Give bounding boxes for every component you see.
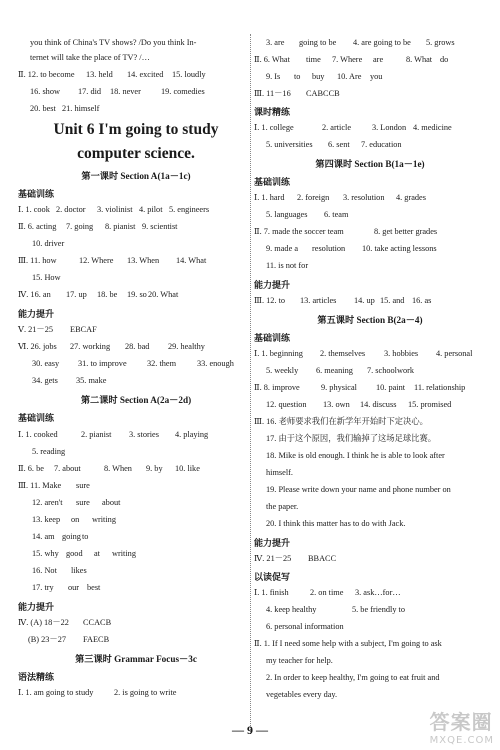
answer-item: 2. article — [322, 123, 352, 132]
answer-item: 2. on time — [310, 588, 344, 597]
answer-item: 11. relationship — [414, 383, 466, 392]
answer-item: Ⅱ. 6. What — [254, 55, 290, 64]
answer-line: vegetables every day. — [266, 690, 338, 699]
answer-item: 10. like — [175, 464, 200, 473]
answer-item: 2. foreign — [297, 193, 330, 202]
answer-item: 34. gets — [32, 376, 58, 385]
answer-item: 20. What — [148, 290, 179, 299]
answer-item: 30. easy — [32, 359, 60, 368]
answer-line: Ⅱ. 1. If I need some help with a subject, I'm going to ask — [254, 639, 442, 648]
section-label: 能力提升 — [18, 603, 55, 613]
answer-item: Ⅲ. 11－16 — [254, 89, 291, 98]
answer-item: 13. keep — [32, 515, 61, 524]
answer-item: Ⅴ. 21－25 — [18, 325, 54, 334]
answer-item: 2. themselves — [320, 349, 366, 358]
answer-line: you think of China's TV shows? /Do you think In- — [30, 38, 197, 47]
answer-item: 4. grades — [396, 193, 426, 202]
answer-item: 15. and — [380, 296, 405, 305]
answer-item: on — [71, 515, 80, 524]
answer-item: time — [306, 55, 321, 64]
answer-item: 14. What — [176, 256, 207, 265]
answer-item: to — [294, 72, 301, 81]
answer-item: 7. schoolwork — [367, 366, 415, 375]
answer-item: 14. up — [354, 296, 375, 305]
unit-title: Unit 6 I'm going to study — [53, 121, 219, 138]
lesson-heading: 第四课时 Section B(1a－1e) — [315, 159, 425, 169]
answer-item: 5. universities — [266, 140, 313, 149]
answer-item: our — [68, 583, 80, 592]
answer-item: 33. enough — [197, 359, 234, 368]
answer-item: 4. playing — [175, 430, 209, 439]
answer-line: 2. In order to keep healthy, I'm going to eat fruit and — [266, 673, 440, 682]
unit-title: computer science. — [77, 145, 195, 162]
answer-item: 14. excited — [127, 70, 164, 79]
section-label: 以读促写 — [254, 573, 291, 583]
answer-item: 31. to improve — [78, 359, 127, 368]
answer-item: Ⅰ. 1. hard — [254, 193, 285, 202]
answer-item: 5. languages — [266, 210, 308, 219]
answer-item: 9. made a — [266, 244, 299, 253]
watermark-url: MXQE.COM — [429, 735, 494, 746]
answer-item: 9. physical — [321, 383, 357, 392]
section-label: 基础训练 — [254, 178, 291, 188]
answer-item: 14. am — [32, 532, 55, 541]
answer-item: sure — [76, 481, 90, 490]
answer-item: 10. paint — [376, 383, 406, 392]
answer-item: 13. own — [323, 400, 350, 409]
answer-item: 35. make — [76, 376, 107, 385]
answer-item: 8. get better grades — [374, 227, 438, 236]
answer-item: 11. is not for — [266, 261, 309, 270]
answer-item: 3. are — [266, 38, 285, 47]
answer-item: 10. take acting lessons — [362, 244, 437, 253]
answer-item: BBACC — [308, 554, 337, 563]
answer-item: 5. grows — [426, 38, 455, 47]
answer-item: 13. held — [86, 70, 113, 79]
lesson-heading: 第二课时 Section A(2a－2d) — [80, 395, 192, 405]
answer-item: 2. doctor — [56, 205, 86, 214]
answer-item: 2. is going to write — [114, 688, 177, 697]
section-label: 课时精练 — [254, 108, 291, 118]
answer-item: going to be — [299, 38, 337, 47]
answer-item: likes — [71, 566, 87, 575]
column-divider — [250, 34, 251, 734]
answer-item: 8. What — [406, 55, 433, 64]
answer-item: 4. keep healthy — [266, 605, 317, 614]
answer-item: 3. violinist — [97, 205, 133, 214]
answer-item: Ⅱ. 8. improve — [254, 383, 300, 392]
answer-item: 5. reading — [32, 447, 66, 456]
answer-item: FAECB — [83, 635, 110, 644]
answer-item: 15. loudly — [172, 70, 206, 79]
answer-item: writing — [92, 515, 116, 524]
answer-item: Ⅳ. 16. an — [18, 290, 51, 299]
answer-item: Ⅵ. 26. jobs — [18, 342, 57, 351]
answer-item: best — [87, 583, 101, 592]
answer-item: Ⅱ. 6. acting — [18, 222, 57, 231]
answer-item: 20. best — [30, 104, 56, 113]
answer-item: do — [440, 55, 449, 64]
answer-item: 9. Is — [266, 72, 281, 81]
answer-line: my teacher for help. — [266, 656, 333, 665]
answer-item: Ⅰ. 1. cooked — [18, 430, 58, 439]
answer-item: 17. up — [66, 290, 87, 299]
answer-item: 7. education — [361, 140, 402, 149]
answer-item: 15. why — [32, 549, 59, 558]
answer-item: 7. about — [54, 464, 81, 473]
answer-item: going — [62, 532, 81, 541]
section-label: 语法精练 — [18, 673, 55, 683]
answer-item: 17. try — [32, 583, 54, 592]
answer-line: 18. Mike is old enough. I think he is able to look after — [266, 451, 445, 460]
answer-item: (B) 23－27 — [28, 635, 67, 644]
answer-item: good — [66, 549, 83, 558]
answer-item: 7. going — [66, 222, 94, 231]
answer-item: 16. Not — [32, 566, 57, 575]
answer-item: 7. Where — [332, 55, 363, 64]
answer-item: 3. stories — [129, 430, 159, 439]
answer-item: resolution — [312, 244, 346, 253]
answer-item: Ⅰ. 1. cook — [18, 205, 50, 214]
section-label: 基础训练 — [18, 190, 55, 200]
answer-item: 4. personal — [436, 349, 473, 358]
answer-item: 5. be friendly to — [352, 605, 405, 614]
answer-item: 6. meaning — [316, 366, 353, 375]
answer-item: 19. so — [127, 290, 147, 299]
answer-item: 29. healthy — [168, 342, 205, 351]
answer-item: Ⅲ. 11. Make — [18, 481, 62, 490]
answer-item: 8. When — [104, 464, 132, 473]
answer-item: 14. discuss — [360, 400, 397, 409]
answer-item: 6. team — [324, 210, 349, 219]
answer-item: Ⅰ. 1. college — [254, 123, 294, 132]
section-label: 基础训练 — [18, 414, 55, 424]
answer-item: 9. scientist — [142, 222, 178, 231]
answer-item: Ⅱ. 12. to become — [18, 70, 75, 79]
answer-item: 13. articles — [300, 296, 337, 305]
answer-item: 15. promised — [408, 400, 452, 409]
answer-item: Ⅲ. 12. to — [254, 296, 286, 305]
answer-item: are — [373, 55, 384, 64]
answer-item: 12. Where — [79, 256, 114, 265]
answer-item: Ⅰ. 1. am going to study — [18, 688, 94, 697]
answer-item: 17. did — [78, 87, 102, 96]
answer-item: 18. never — [110, 87, 141, 96]
answer-item: CCACB — [83, 618, 112, 627]
answer-item: Ⅲ. 11. how — [18, 256, 57, 265]
answer-item: 10. driver — [32, 239, 65, 248]
section-label: 基础训练 — [254, 334, 291, 344]
answer-line: 19. Please write down your name and phone number on — [266, 485, 451, 494]
answer-item: 4. medicine — [413, 123, 452, 132]
answer-line: ternet will take the place of TV? /… — [30, 53, 150, 62]
answer-item: 2. pianist — [81, 430, 112, 439]
page-number: — 9 — — [232, 723, 268, 737]
section-label: 能力提升 — [254, 281, 291, 291]
answer-item: 5. engineers — [169, 205, 210, 214]
answer-item: 3. ask…for… — [355, 588, 401, 597]
answer-item: to — [82, 532, 89, 541]
answer-item: 21. himself — [62, 104, 100, 113]
watermark — [430, 706, 494, 746]
lesson-heading: 第五课时 Section B(2a－4) — [317, 315, 423, 325]
answer-item: 28. bad — [125, 342, 150, 351]
answer-item: CABCCB — [306, 89, 340, 98]
answer-line: Ⅲ. 16. 老师要求我们在新学年开始时下定决心。 — [254, 417, 428, 426]
answer-item: 4. pilot — [139, 205, 163, 214]
answer-item: 27. working — [70, 342, 111, 351]
answer-item: writing — [112, 549, 136, 558]
answer-item: 8. pianist — [105, 222, 136, 231]
answer-item: 10. Are — [337, 72, 362, 81]
answer-item: Ⅳ. 21－25 — [254, 554, 292, 563]
answer-item: 12. question — [266, 400, 307, 409]
answer-item: you — [370, 72, 383, 81]
answer-item: 15. How — [32, 273, 61, 282]
answer-item: 9. by — [146, 464, 163, 473]
lesson-heading: 第三课时 Grammar Focus－3c — [75, 654, 197, 664]
answer-item: 16. show — [30, 87, 60, 96]
answer-item: 6. sent — [328, 140, 350, 149]
answer-line: 20. I think this matter has to do with Jack. — [266, 519, 406, 528]
answer-item: 16. as — [412, 296, 432, 305]
answer-item: 3. London — [372, 123, 407, 132]
watermark-logo-text: 答案圈 — [429, 710, 493, 734]
answer-item: 5. weekly — [266, 366, 299, 375]
section-label: 能力提升 — [254, 539, 291, 549]
answer-item: Ⅰ. 1. finish — [254, 588, 289, 597]
answer-item: 18. be — [97, 290, 118, 299]
answer-item: 3. hobbies — [384, 349, 419, 358]
answer-item: Ⅱ. 6. be — [18, 464, 44, 473]
answer-line: 17. 由于这个原因，我们输掉了这场足球比赛。 — [266, 434, 437, 443]
answer-item: 4. are going to be — [353, 38, 411, 47]
answer-item: about — [102, 498, 121, 507]
lesson-heading: 第一课时 Section A(1a－1c) — [81, 171, 191, 181]
section-label: 能力提升 — [18, 310, 55, 320]
answer-item: buy — [312, 72, 325, 81]
answer-item: EBCAF — [70, 325, 97, 334]
answer-line: himself. — [266, 468, 293, 477]
answer-item: 12. aren't — [32, 498, 63, 507]
answer-item: Ⅳ. (A) 18－22 — [18, 618, 69, 627]
answer-item: 6. personal information — [266, 622, 344, 631]
answer-item: 3. resolution — [343, 193, 385, 202]
answer-item: Ⅰ. 1. beginning — [254, 349, 303, 358]
answer-item: 32. them — [147, 359, 177, 368]
answer-item: sure — [76, 498, 90, 507]
answer-item: at — [94, 549, 100, 558]
answer-item: 13. When — [127, 256, 160, 265]
answer-item: Ⅱ. 7. made the soccer team — [254, 227, 344, 236]
answer-line: the paper. — [266, 502, 299, 511]
answer-item: 19. comedies — [161, 87, 205, 96]
